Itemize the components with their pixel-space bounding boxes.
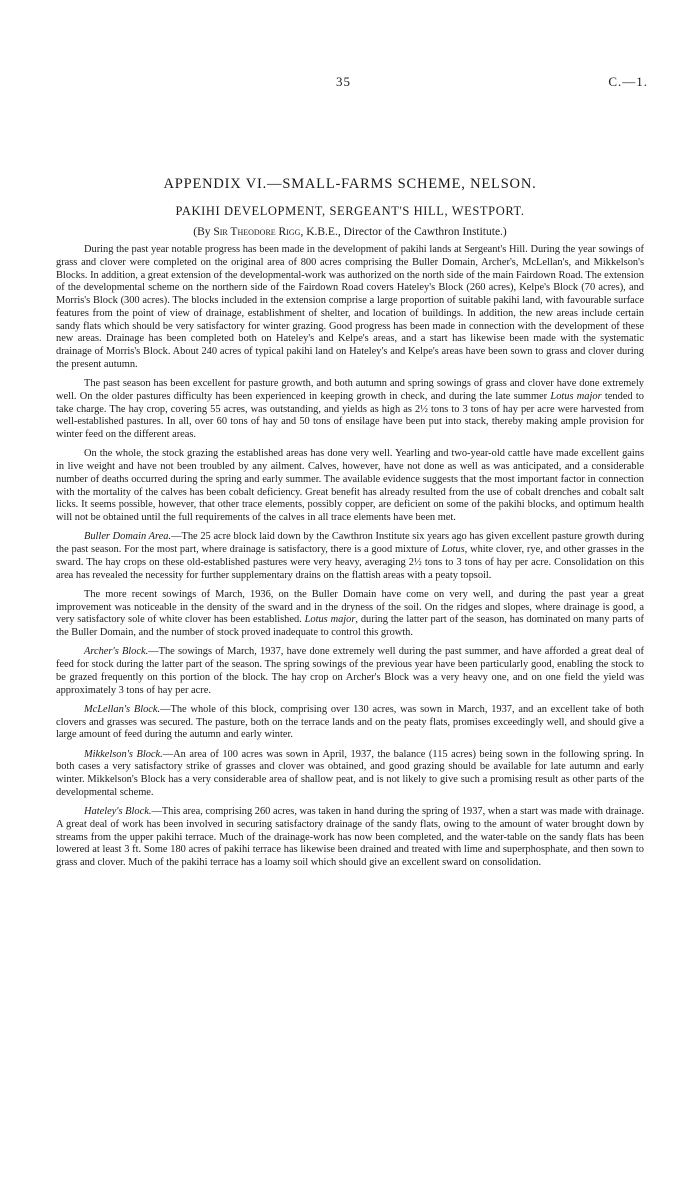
page-number: 35 <box>336 74 351 89</box>
text: tended to take charge. The hay crop, covering 55 acres, was outstanding, and yields as high as 2½ tons to 3 tons of hay per acre were harvested from well-established pastures. In all, over 60 tons of hay and 50 tons of ensilage have been put into stack, thereby making ample provision for winter feed on the different areas. <box>56 390 644 440</box>
species-name: Lotus major <box>550 390 602 402</box>
block-heading: Buller Domain Area. <box>84 531 172 543</box>
text: —The sowings of March, 1937, have done extremely well during the past summer, and have afforded a great deal of feed for stock during the latter part of the season. The spring sowings of the previous year have been particularly good, enabling the stock to be grazed frequently on this portion of the block. The hay crop on Archer's Block was a very heavy one, and on one field the yield was approximately 3 tons of hay per acre. <box>56 646 644 696</box>
block-heading: Mikkelson's Block. <box>84 748 163 760</box>
paragraph-mikkelsons-block <box>56 749 644 800</box>
appendix-title: APPENDIX VI.—SMALL-FARMS SCHEME, NELSON. <box>163 176 537 192</box>
page-reference: C.—1. <box>608 74 648 89</box>
block-heading: Archer's Block. <box>84 646 149 658</box>
author-name: Sir Theodore Rigg <box>213 226 301 238</box>
section-subtitle: PAKIHI DEVELOPMENT, SERGEANT'S HILL, WESTPORT. <box>175 204 525 218</box>
text: , white clover, rye, and other grasses in the sward. The hay crops on these old-established pastures were very heavy, averaging 2½ tons to 3 tons of hay per acre. Consolidation on this area has revealed the necessity for further supplementary drains on the flattish areas with a peaty topsoil. <box>56 544 644 581</box>
text: The past season has been excellent for pasture growth, and both autumn and spring sowings of grass and clover have done extremely well. On the older pastures difficulty has been experienced in keeping growth in check, and during the late summer <box>56 378 644 402</box>
paragraph-buller-domain <box>56 531 644 582</box>
paragraph-season <box>56 378 644 442</box>
paragraph-recent-sowings <box>56 589 644 640</box>
block-heading: Hateley's Block. <box>84 806 152 817</box>
author-byline <box>0 226 700 238</box>
text: —The 25 acre block laid down by the Cawthron Institute six years ago has given excellent pasture growth during the past season. For the most part, where drainage is satisfactory, there is a good mixture of <box>56 531 644 555</box>
report-body <box>56 244 644 876</box>
paragraph-mclellans-block <box>56 704 644 742</box>
text: The more recent sowings of March, 1936, on the Buller Domain have come on very well, and during the past year a great improvement was noticeable in the density of the sward and in the dryness of the soil. On the ridges and slopes, where drainage is good, a very satisfactory sole of white clover has been established. <box>56 588 644 626</box>
text: , during the latter part of the season, has dominated on many parts of the Buller Domain, and the number of stock proved inadequate to control this growth. <box>56 614 644 638</box>
paragraph-hateleys-block <box>56 806 644 870</box>
text: —The whole of this block, comprising over 130 acres, was sown in March, 1937, and an excellent take of both clovers and grasses was secured. The pasture, both on the terrace lands and on the peaty flats, promises exceedingly well, and should give a large amount of feed during the autumn and early winter. <box>56 703 644 741</box>
byline-open: (By <box>193 226 211 238</box>
text: —An area of 100 acres was sown in April, 1937, the balance (115 acres) being sown in the following spring. In both cases a very satisfactory strike of grasses and clover was obtained, and good grazing should be available for late autumn and early winter. Mikkelson's Block has a very considerable area of shallow peat, and is not likely to give such a promising result as other parts of the developmental scheme. <box>56 748 644 798</box>
species-name: Lotus major <box>304 614 356 626</box>
species-name: Lotus <box>441 544 465 555</box>
byline-rest: , K.B.E., Director of the Cawthron Institute.) <box>300 226 507 238</box>
block-heading: McLellan's Block. <box>84 703 161 715</box>
paragraph-archers-block <box>56 646 644 697</box>
paragraph-progress: During the past year notable progress has been made in the development of pakihi lands at Sergeant's Hill. During the year sowings of grass and clover were completed on the original area of 800 acres comprising the Buller Domain, Archer's, McLellan's, and Mikkelson's Blocks. In addition, a great extension of the developmental-work was authorized on the north side of the main Fairdown Road. The extension of the developmental scheme on the northern side of the Fairdown Road covers Hateley's Block (260 acres), Kelpe's Block (70 acres), and Morris's Block (300 acres). The blocks included in the extension comprise a large proportion of suitable pakihi land, with favourable surface features from the point of view of drainage, establishment of shelter, and location of buildings. In addition, the new areas include certain sandy flats which should be very satisfactory for winter grazing. Good progress has been made in connection with the development of these new areas. Drainage has been completed both on Hateley's and Kelpe's areas, and a start has likewise been made with the systematic drainage of Morris's Block. About 240 acres of typical pakihi land on Hateley's and Kelpe's areas have been sown to grass and clover during the present autumn. <box>56 244 644 370</box>
paragraph-stock: On the whole, the stock grazing the established areas has done very well. Yearling and two-year-old cattle have made excellent gains in live weight and have not been troubled by any ailment. Calves, however, have not done as well as was anticipated, and a considerable number of deaths occurred during the spring and early summer. The available evidence suggests that the most important factor in connection with the mortality of the calves has been cobalt deficiency. Great benefit has already resulted from the use of cobalt drenches and cobalt salt licks. It seems possible, however, that other trace elements, possibly copper, are deficient on some of the pakihi blocks, and optimum health will not be obtained until the full requirements of the calves in all trace elements have been met. <box>56 448 644 523</box>
text: —This area, comprising 260 acres, was taken in hand during the spring of 1937, when a start was made with drainage. A great deal of work has been involved in securing satisfactory drainage of the sandy flats, owing to the amount of water brought down by streams from the upper pakihi terrace. Much of the drainage-work has now been completed, and the water-table on the sandy flats has been lowered at least 3 ft. Some 180 acres of pakihi terrace has likewise been drained and treated with lime and superphosphate, and then sown to grass and clover. Much of the pakihi terrace has a loamy soil which should give an excellent sward on consolidation. <box>56 806 644 868</box>
